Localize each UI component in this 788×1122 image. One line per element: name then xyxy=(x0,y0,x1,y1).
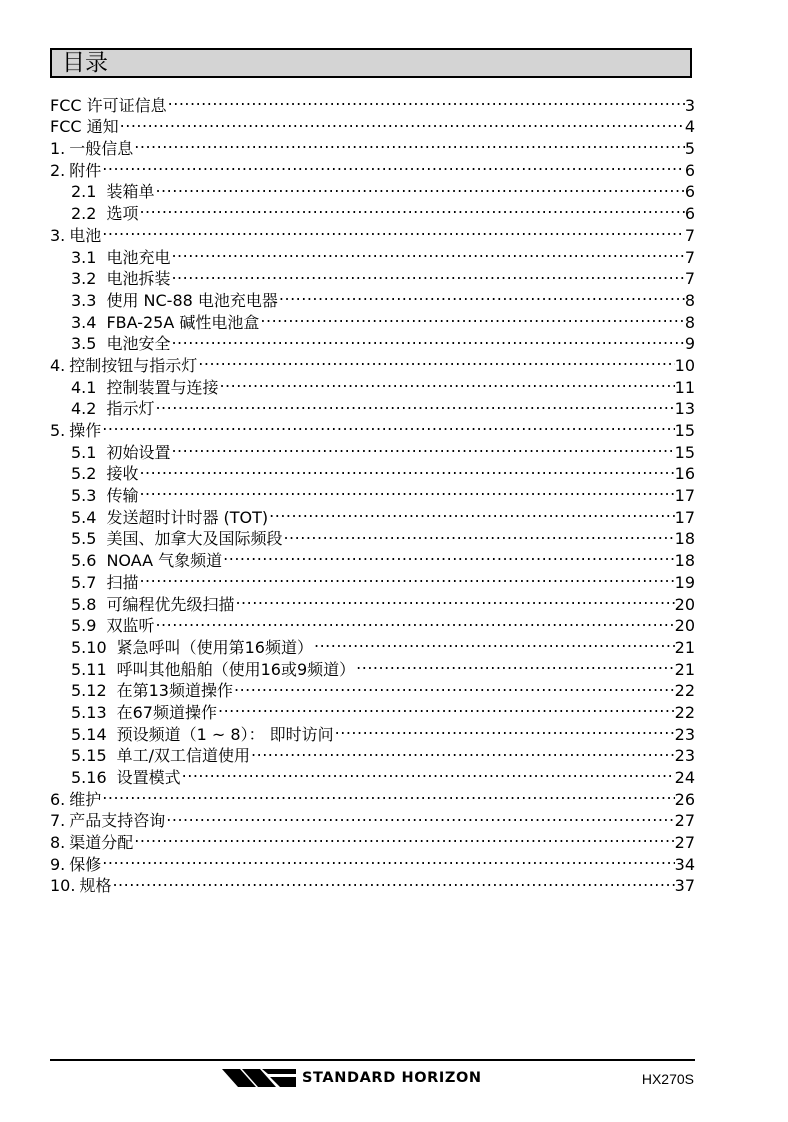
toc-dot-leader xyxy=(218,371,674,393)
toc-entry-page: 3 xyxy=(684,95,695,115)
toc-entry-page: 18 xyxy=(674,551,695,571)
toc-entry-number: 5.4 xyxy=(71,507,97,527)
toc-entry-number: 3.1 xyxy=(71,247,97,267)
toc-entry-number: 10. xyxy=(50,876,76,896)
toc-entry-number: 3.4 xyxy=(71,312,97,332)
toc-entry-label: 预设频道（1 ~ 8）： 即时访问 xyxy=(116,724,334,744)
toc-entry-number: 5.7 xyxy=(71,572,97,592)
toc-dot-leader xyxy=(170,328,684,350)
toc-dot-leader xyxy=(111,870,674,892)
toc-dot-leader xyxy=(197,349,674,371)
toc-entry-label: 单工/双工信道使用 xyxy=(116,746,251,766)
toc-entry-number: 9. xyxy=(50,854,66,874)
toc-dot-leader xyxy=(119,111,685,133)
toc-dot-leader xyxy=(259,306,684,328)
toc-entry-number: 5.12 xyxy=(71,681,107,701)
toc-entry-label: 使用 NC-88 电池充电器 xyxy=(106,290,278,310)
toc-entry-number: 5.2 xyxy=(71,464,97,484)
toc-entry-number: 5.16 xyxy=(71,768,107,787)
toc-entry-number: 1. xyxy=(50,139,66,159)
toc-entry-page: 6 xyxy=(684,182,695,202)
toc-entry-number: 5.8 xyxy=(71,594,97,614)
toc-entry-number: 5. xyxy=(50,421,66,440)
toc-entry-number: 5.10 xyxy=(71,637,107,657)
toc-entry-page: 7 xyxy=(684,269,695,289)
toc-entry-label: FBA-25A 碱性电池盒 xyxy=(106,312,260,332)
toc-entry-page: 17 xyxy=(674,507,695,527)
toc-entry-label: 美国、加拿大及国际频段 xyxy=(106,529,283,549)
toc-entry-label: 产品支持咨询 xyxy=(69,811,166,831)
toc-dot-leader xyxy=(154,393,674,415)
toc-entry-label: 电池 xyxy=(69,225,102,245)
toc-entry-number: 3.3 xyxy=(71,290,97,310)
toc-entry-page: 26 xyxy=(674,789,695,809)
toc-entry-label: 传输 xyxy=(106,486,139,506)
toc-entry-number: 4.2 xyxy=(71,399,97,419)
toc-entry[interactable] xyxy=(50,219,695,245)
toc-entry-number: 7. xyxy=(50,811,66,831)
toc-entry[interactable] xyxy=(50,414,695,440)
table-of-contents xyxy=(50,89,695,896)
toc-dot-leader xyxy=(133,132,685,154)
toc-dot-leader xyxy=(282,523,674,545)
toc-entry-number: 2.2 xyxy=(71,204,97,224)
toc-entry-page: 13 xyxy=(674,399,695,419)
toc-dot-leader xyxy=(138,197,684,219)
toc-entry-label: 紧急呼叫（使用第16频道） xyxy=(116,637,313,657)
toc-entry-label: 电池拆装 xyxy=(106,269,171,289)
toc-dot-leader xyxy=(222,544,674,566)
toc-dot-leader xyxy=(101,848,674,870)
toc-entry[interactable] xyxy=(50,111,695,137)
toc-entry[interactable] xyxy=(50,436,695,462)
toc-entry[interactable] xyxy=(50,458,695,484)
toc-entry-label: 发送超时计时器 (TOT) xyxy=(106,507,269,527)
toc-entry-page: 7 xyxy=(684,247,695,267)
toc-entry[interactable] xyxy=(50,501,695,527)
toc-dot-leader xyxy=(234,588,674,610)
footer-brand xyxy=(222,1069,482,1087)
toc-entry[interactable] xyxy=(50,89,695,115)
toc-entry-number: 5.11 xyxy=(71,659,107,679)
toc-dot-leader xyxy=(101,783,674,805)
toc-entry-number: 5.6 xyxy=(71,551,97,571)
toc-entry-number: 5.5 xyxy=(71,529,97,549)
toc-entry[interactable] xyxy=(50,783,695,809)
toc-dot-leader xyxy=(334,718,675,740)
toc-dot-leader xyxy=(217,696,675,718)
toc-dot-leader xyxy=(138,479,674,501)
toc-entry-label: 附件 xyxy=(69,160,102,180)
toc-entry[interactable] xyxy=(50,566,695,592)
toc-entry[interactable] xyxy=(50,197,695,224)
model-number: HX270S xyxy=(641,1071,694,1087)
toc-entry-page: 34 xyxy=(674,854,695,874)
toc-entry-number: 5.15 xyxy=(71,746,107,766)
toc-dot-leader xyxy=(101,219,685,241)
toc-entry-label: 扫描 xyxy=(106,572,139,592)
standard-horizon-logo-icon xyxy=(222,1069,296,1087)
toc-entry-page: 37 xyxy=(674,876,695,896)
toc-entry-page: 7 xyxy=(684,225,695,245)
toc-entry[interactable] xyxy=(50,479,695,506)
toc-dot-leader xyxy=(133,826,674,848)
toc-entry-number: 6. xyxy=(50,789,66,809)
toc-entry-page: 17 xyxy=(674,486,695,506)
toc-entry-page: 20 xyxy=(674,616,695,636)
toc-entry-page: 24 xyxy=(674,768,695,787)
toc-entry-number: 5.1 xyxy=(71,442,97,462)
toc-dot-leader xyxy=(101,414,674,436)
toc-entry-page: 27 xyxy=(674,833,695,853)
toc-dot-leader xyxy=(181,761,675,783)
toc-dot-leader xyxy=(250,740,675,762)
toc-dot-leader xyxy=(355,653,674,675)
toc-entry-page: 15 xyxy=(674,421,695,440)
toc-entry-page: 22 xyxy=(674,702,695,722)
toc-entry[interactable] xyxy=(50,826,695,853)
toc-entry-number: 3.5 xyxy=(71,334,97,354)
toc-entry-label: 一般信息 xyxy=(69,139,134,159)
footer-divider xyxy=(50,1059,695,1061)
toc-entry-page: 8 xyxy=(684,290,695,310)
toc-entry-label: 控制装置与连接 xyxy=(106,377,219,397)
toc-dot-leader xyxy=(233,675,675,697)
toc-entry-page: 4 xyxy=(684,117,695,137)
toc-entry-label: 设置模式 xyxy=(116,768,181,787)
toc-entry-label: 可编程优先级扫描 xyxy=(106,594,235,614)
toc-entry-page: 23 xyxy=(674,724,695,744)
toc-entry[interactable] xyxy=(50,870,695,896)
toc-dot-leader xyxy=(138,458,674,480)
toc-entry[interactable] xyxy=(50,241,695,267)
toc-entry-page: 15 xyxy=(674,442,695,462)
toc-entry-page: 21 xyxy=(674,659,695,679)
toc-entry-number: 8. xyxy=(50,833,66,853)
toc-entry[interactable] xyxy=(50,176,695,202)
toc-entry-number: 5.13 xyxy=(71,702,107,722)
toc-entry-number: 5.3 xyxy=(71,486,97,506)
toc-entry-label: 呼叫其他船舶（使用16或9频道） xyxy=(116,659,356,679)
toc-entry-number: 3. xyxy=(50,225,66,245)
toc-entry-page: 22 xyxy=(674,681,695,701)
toc-dot-leader xyxy=(138,566,674,588)
toc-entry-page: 9 xyxy=(684,334,695,354)
toc-entry-page: 10 xyxy=(674,355,695,375)
toc-dot-leader xyxy=(101,154,685,176)
toc-entry-number: 3.2 xyxy=(71,269,97,289)
toc-entry-label: 操作 xyxy=(69,421,102,440)
toc-entry[interactable] xyxy=(50,154,695,180)
toc-entry[interactable] xyxy=(50,132,695,159)
toc-entry-number: 4. xyxy=(50,355,66,375)
toc-entry-label: 控制按钮与指示灯 xyxy=(69,355,198,375)
toc-entry[interactable] xyxy=(50,848,695,874)
toc-dot-leader xyxy=(154,176,684,198)
toc-entry-page: 20 xyxy=(674,594,695,614)
toc-dot-leader xyxy=(170,436,674,458)
toc-entry[interactable] xyxy=(50,588,695,614)
toc-dot-leader xyxy=(154,610,674,632)
toc-entry-page: 27 xyxy=(674,811,695,831)
toc-entry-label: 装箱单 xyxy=(106,182,155,202)
brand-name: STANDARD HORIZON xyxy=(302,1070,482,1086)
toc-entry-page: 18 xyxy=(674,529,695,549)
toc-dot-leader xyxy=(165,805,674,827)
toc-entry-page: 8 xyxy=(684,312,695,332)
toc-entry-label: 渠道分配 xyxy=(69,833,134,853)
toc-entry-label: NOAA 气象频道 xyxy=(106,551,223,571)
toc-entry-label: 在第13频道操作 xyxy=(116,681,233,701)
toc-dot-leader xyxy=(313,631,675,653)
toc-dot-leader xyxy=(278,284,685,306)
toc-entry-number: 4.1 xyxy=(71,377,97,397)
toc-entry-label: 规格 xyxy=(79,876,112,896)
toc-dot-leader xyxy=(167,89,685,111)
toc-entry-page: 5 xyxy=(684,139,695,159)
toc-dot-leader xyxy=(268,501,674,523)
toc-entry-label: 双监听 xyxy=(106,616,155,636)
toc-entry-label: FCC 通知 xyxy=(50,117,119,137)
toc-entry-label: FCC 许可证信息 xyxy=(50,95,167,115)
toc-entry-page: 6 xyxy=(684,204,695,224)
toc-entry-label: 电池安全 xyxy=(106,334,171,354)
toc-entry[interactable] xyxy=(50,805,695,831)
toc-entry-page: 19 xyxy=(674,572,695,592)
toc-entry-number: 2. xyxy=(50,160,66,180)
toc-entry-label: 在67频道操作 xyxy=(116,702,217,722)
toc-entry-page: 11 xyxy=(674,377,695,397)
toc-entry-page: 21 xyxy=(674,637,695,657)
toc-entry-number: 2.1 xyxy=(71,182,97,202)
toc-entry-page: 6 xyxy=(684,160,695,180)
toc-title-box xyxy=(50,48,692,78)
page-title: 目录 xyxy=(62,49,108,76)
toc-dot-leader xyxy=(170,263,684,285)
toc-entry-label: 保修 xyxy=(69,854,102,874)
toc-entry-number: 5.9 xyxy=(71,616,97,636)
toc-entry-label: 维护 xyxy=(69,789,102,809)
toc-entry-label: 电池充电 xyxy=(106,247,171,267)
toc-dot-leader xyxy=(170,241,684,263)
toc-entry-page: 16 xyxy=(674,464,695,484)
toc-entry-label: 初始设置 xyxy=(106,442,171,462)
toc-entry-number: 5.14 xyxy=(71,724,107,744)
toc-entry-label: 选项 xyxy=(106,204,139,224)
toc-entry-label: 指示灯 xyxy=(106,399,155,419)
toc-entry-page: 23 xyxy=(674,746,695,766)
toc-entry-label: 接收 xyxy=(106,464,139,484)
